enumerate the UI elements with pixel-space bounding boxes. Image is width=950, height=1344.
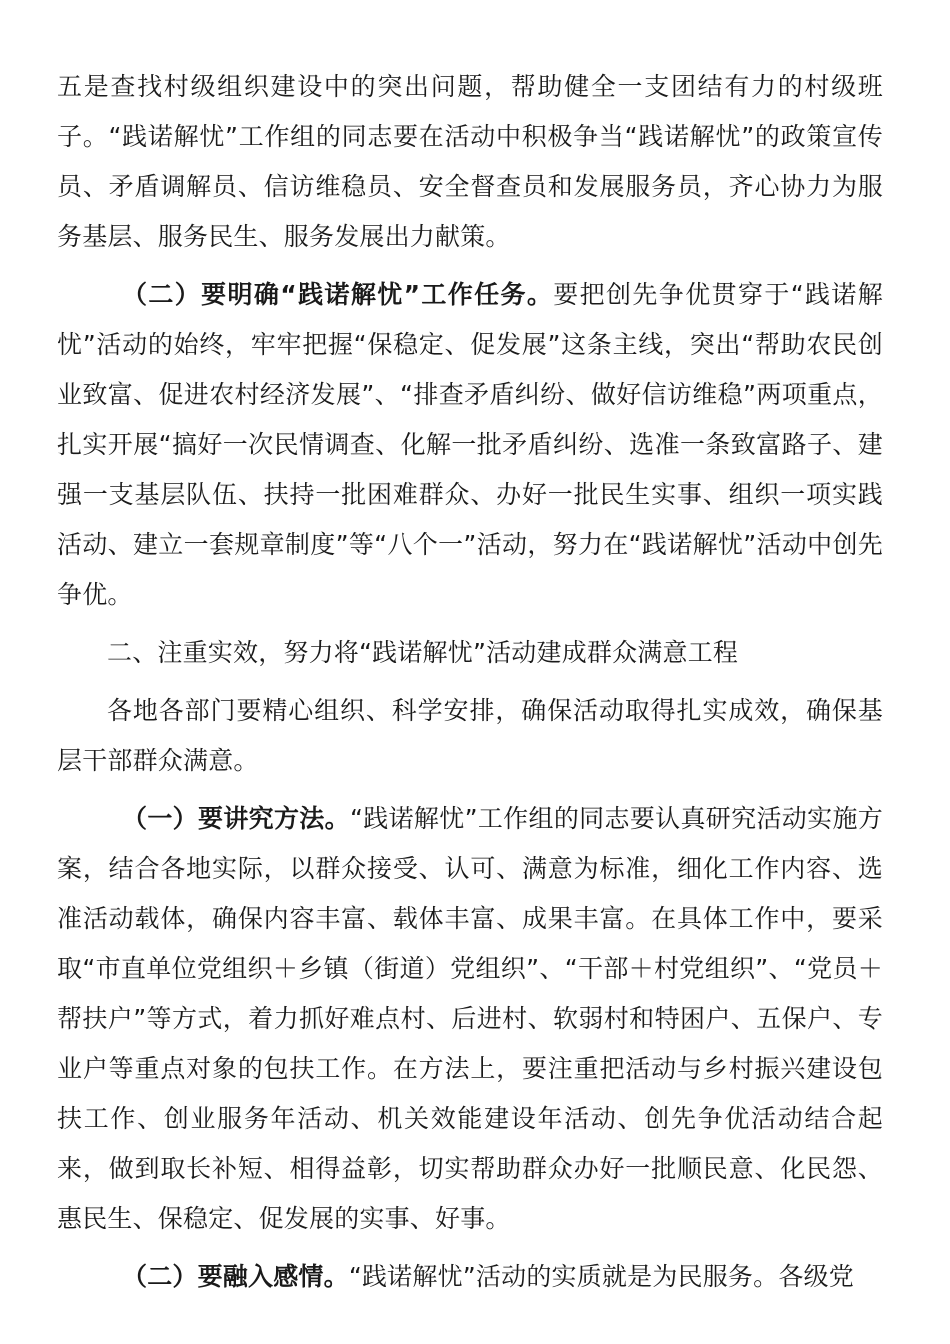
section-heading-emotion: （二）要融入感情。	[122, 1262, 349, 1291]
paragraph-5-text: “践诺解忧”工作组的同志要认真研究活动实施方案，结合各地实际，以群众接受、认可、满意为标准，细化工作内容、选准活动载体，确保内容丰富、载体丰富、成果丰富。在具体工作中，要采取“市直单位党组织＋乡镇（街道）党组织”、“干部＋村党组织”、“党员＋帮扶户”等方式，着力抓好难点村、后进村、软弱村和特困户、五保户、专业户等重点对象的包扶工作。在方法上，要注重把活动与乡村振兴建设包扶工作、创业服务年活动、机关效能建设年活动、创先争优活动结合起来，做到取长补短、相得益彰，切实帮助群众办好一批顺民意、化民怨、惠民生、保稳定、促发展的实事、好事。	[57, 804, 883, 1233]
paragraph-4-text: 各地各部门要精心组织、科学安排，确保活动取得扎实成效，确保基层干部群众满意。	[57, 696, 883, 775]
paragraph-6-text: “践诺解忧”活动的实质就是为民服务。各级党	[348, 1262, 854, 1291]
paragraph-2-text: 要把创先争优贯穿于“践诺解忧”活动的始终，牢牢把握“保稳定、促发展”这条主线，突出“帮助农民创业致富、促进农村经济发展”、“排查矛盾纠纷、做好信访维稳”两项重点，扎实开展“搞好一次民情调查、化解一批矛盾纠纷、选准一条致富路子、建强一支基层队伍、扶持一批困难群众、办好一批民生实事、组织一项实践活动、建立一套规章制度”等“八个一”活动，努力在“践诺解忧”活动中创先争优。	[57, 280, 883, 609]
paragraph-4	[57, 686, 883, 786]
paragraph-2	[57, 270, 883, 620]
paragraph-5	[57, 794, 883, 1244]
section-heading-methods: （一）要讲究方法。	[122, 804, 350, 833]
paragraph-1	[57, 62, 883, 262]
paragraph-3-text: 二、注重实效，努力将“践诺解忧”活动建成群众满意工程	[107, 638, 739, 667]
section-title-effectiveness	[57, 628, 883, 678]
section-heading-clarify-tasks: （二）要明确“践诺解忧”工作任务。	[122, 280, 554, 309]
paragraph-1-text: 五是查找村级组织建设中的突出问题，帮助健全一支团结有力的村级班子。“践诺解忧”工作组的同志要在活动中积极争当“践诺解忧”的政策宣传员、矛盾调解员、信访维稳员、安全督查员和发展服务员，齐心协力为服务基层、服务民生、服务发展出力献策。	[57, 72, 883, 251]
document-page	[57, 62, 883, 1310]
paragraph-6	[57, 1252, 883, 1302]
